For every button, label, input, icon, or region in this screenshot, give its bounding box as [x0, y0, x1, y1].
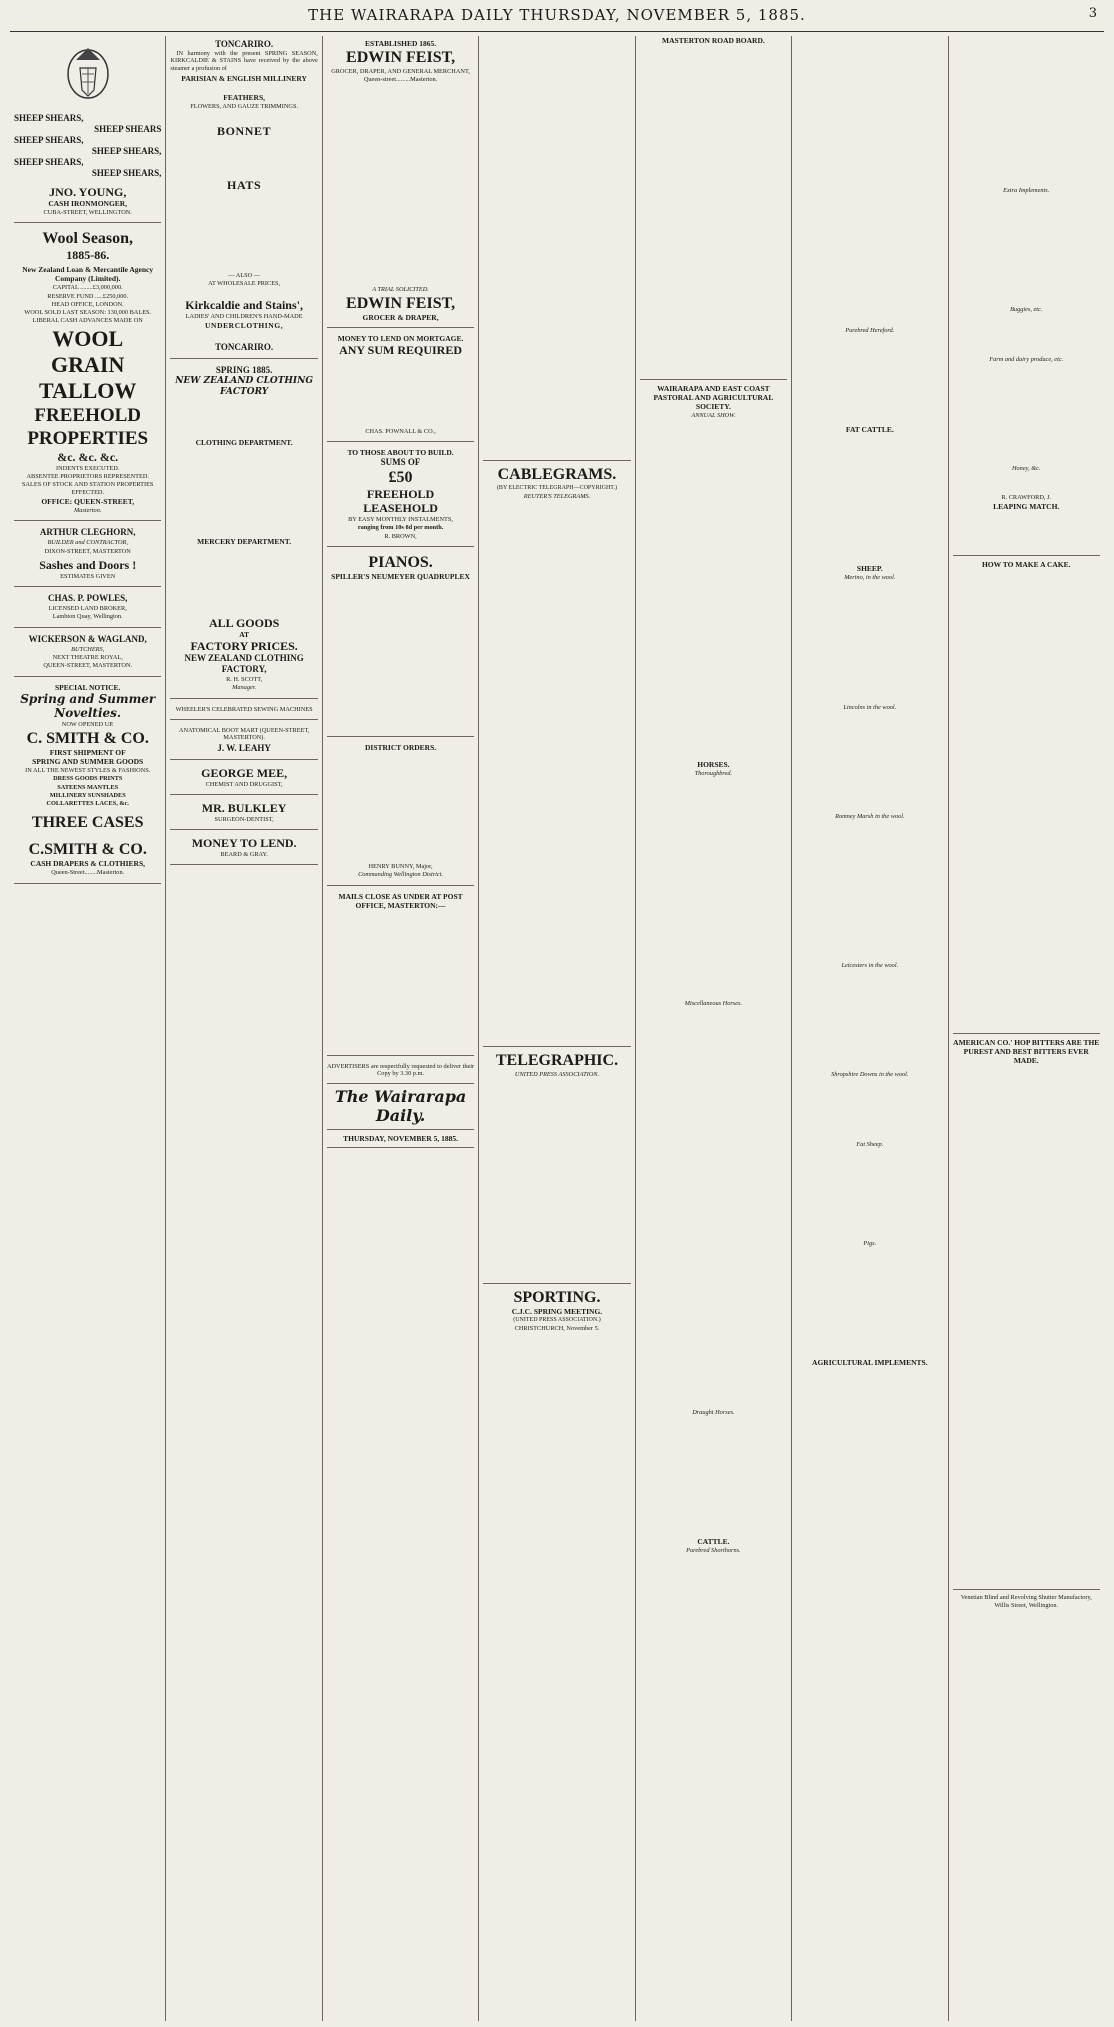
ccc-meeting: C.J.C. SPRING MEETING. [511, 1306, 603, 1316]
dress-goods: DRESS GOODS PRINTS [53, 775, 123, 783]
manager-line: Manager. [232, 684, 257, 692]
underclothing: UNDERCLOTHING, [205, 321, 284, 331]
fat-sheep-body [796, 1149, 943, 1239]
nz-clothing-factory-title: NEW ZEALAND CLOTHING FACTORY [175, 376, 314, 398]
factory-prices: FACTORY PRICES. [190, 639, 298, 654]
farm-produce: Farm and dairy produce, etc. [989, 355, 1064, 363]
honey: Honey, &c. [1011, 464, 1041, 472]
sheep-shears-ad [14, 110, 161, 223]
sheep-line-1: SHEEP SHEARS, [14, 113, 84, 123]
kirkcaldie-ad [170, 36, 317, 359]
clothing-department: CLOTHING DEPARTMENT. [195, 438, 293, 448]
wool-years: 1885-86. [66, 248, 110, 263]
sheep-line-5: SHEEP SHEARS, [14, 157, 84, 167]
leaping-body [953, 511, 1100, 551]
telegraphic-body [483, 1079, 630, 1279]
absentee: ABSENTEE PROPRIETORS REPRESENTED. [26, 473, 149, 481]
bonnet-heading: BONNET [216, 124, 272, 139]
collarettes: COLLARETTES LACES, &c. [46, 800, 129, 808]
cleghorn-address: DIXON-STREET, MASTERTON [44, 547, 131, 555]
cablegrams-sub: (BY ELECTRIC TELEGRAPH—COPYRIGHT.) [496, 485, 617, 491]
pownall-body [327, 357, 474, 427]
parisian-millinery: PARISIAN & ENGLISH MILLINERY [181, 73, 307, 83]
divider-7 [953, 555, 1100, 556]
brown-name: R. BROWN, [384, 532, 417, 540]
road-board-heading: MASTERTON ROAD BOARD. [662, 36, 765, 45]
united-press: UNITED PRESS ASSOCIATION. [514, 1070, 600, 1078]
society-heading-2: PASTORAL AND AGRICULTURAL SOCIETY. [653, 393, 774, 411]
show-report-body [640, 420, 787, 760]
kirkcaldie-intro: IN harmony with the present SPRING SEASON, KIRKCALDIE & STAINS have received by the above steamer a profusion of [170, 50, 318, 72]
horses-heading: HORSES. [697, 760, 730, 770]
surgeon-dentist: SURGEON-DENTIST, [214, 815, 274, 823]
trial-solicited: A TRIAL SOLICITED. [372, 285, 429, 293]
estimates: ESTIMATES GIVEN [60, 572, 116, 580]
toncariro-heading: TONCARIRO. [215, 39, 274, 49]
sateens: SATEENS MANTLES [57, 783, 119, 791]
mails-notice [327, 889, 474, 1056]
spillers: SPILLER'S NEUMEYER QUADRUPLEX [331, 572, 470, 582]
paper-title: The Wairarapa Daily. [334, 1087, 467, 1126]
district-orders [327, 740, 474, 886]
masthead-title: THE WAIRARAPA DAILY THURSDAY, NOVEMBER 5, 1885. [308, 6, 806, 24]
queen-street-line-2: Queen-Street........Masterton. [51, 869, 125, 877]
sheep-line-6: SHEEP SHEARS, [91, 168, 162, 178]
flowers: FLOWERS, AND GAUZE TRIMMINGS. [190, 102, 299, 110]
spring-1885: SPRING 1885. [215, 365, 273, 376]
divider-8 [953, 1033, 1100, 1034]
feist-ad [327, 36, 474, 328]
mee-trade: CHEMIST AND DRUGGIST, [205, 780, 283, 788]
nz-loan-name: New Zealand Loan & Mercantile Agency Company (Limited). [22, 265, 154, 284]
grocer-draper: GROCER & DRAPER, [362, 312, 439, 322]
misc-horses-body [640, 1008, 787, 1408]
feist-name: EDWIN FEIST, [346, 49, 456, 66]
building-society-ad [327, 445, 474, 547]
young-name: JNO. YOUNG, [49, 185, 127, 199]
feist-address: Queen-street.........Masterton. [363, 76, 438, 84]
divider-3 [483, 460, 630, 461]
mee-ad [170, 763, 317, 795]
wickerson-trade: BUTCHERS, [71, 645, 105, 653]
leaping-match: LEAPING MATCH. [993, 502, 1060, 512]
ladies-children: LADIES' AND CHILDREN'S HAND-MADE [185, 312, 303, 320]
divider-6 [640, 379, 787, 380]
editorial-header [327, 1087, 474, 1148]
commanding: Commanding Wellington District. [358, 871, 444, 879]
mails-body [327, 910, 474, 1050]
district-orders-heading: DISTRICT ORDERS. [364, 743, 437, 753]
sheep-line-3: SHEEP SHEARS, [14, 135, 84, 145]
now-opened: NOW OPENED UP. [61, 720, 114, 728]
beard-gray: BEARD & GRAY. [220, 851, 268, 859]
crawford: R. CRAWFORD, J. [1001, 494, 1052, 502]
produce-body [953, 364, 1100, 464]
christchurch-dateline: CHRISTCHURCH, November 5. [514, 1325, 600, 1333]
anatomical-boot: ANATOMICAL BOOT MART (QUEEN-STREET, MASTERTON). [178, 726, 310, 742]
money-ad [170, 833, 317, 865]
hereford-body [796, 335, 943, 425]
mee-name: GEORGE MEE, [201, 765, 288, 780]
wool-sold: WOOL SOLD LAST SEASON: 130,000 BALES. [24, 309, 152, 317]
powles-address: Lambton Quay, Wellington. [52, 613, 123, 621]
reserve-fund: RESERVE FUND .....£250,000. [47, 292, 129, 300]
fat-sheep: Fat Sheep. [856, 1140, 884, 1148]
money-lend-mortgage: MONEY TO LEND ON MORTGAGE. [337, 333, 464, 343]
miscellaneous-horses: Miscellaneous Horses. [684, 999, 743, 1007]
masthead [10, 6, 1104, 32]
honey-body [953, 473, 1100, 493]
shropshire-body [796, 1080, 943, 1140]
easy-installments: BY EASY MONTHLY INSTALMENTS, [348, 516, 453, 524]
romney: Romney Marsh in the wool. [835, 812, 905, 820]
merino: Merino, in the wool. [844, 574, 896, 582]
pigs: Pigs. [863, 1240, 877, 1248]
draught-horses: Draught Horses. [692, 1408, 735, 1416]
at-line: AT [239, 630, 250, 640]
district-orders-body [327, 752, 474, 862]
editorial-date: THURSDAY, NOVEMBER 5, 1885. [343, 1134, 458, 1144]
pigs-body [796, 1248, 943, 1358]
thoroughbred: Thoroughbred. [694, 770, 733, 778]
capital: CAPITAL ........£3,000,000. [52, 284, 123, 292]
wickerson-name: WICKERSON & WAGLAND, [28, 633, 147, 644]
hats-heading: HATS [227, 178, 262, 193]
divider-9 [953, 1589, 1100, 1590]
shropshire: Shropshire Downs in the wool. [831, 1071, 909, 1079]
venetian-blind: Venetian Blind and Revolving Shutter Manufactory, Willis Street, Wellington. [960, 1594, 1092, 1609]
wheeler-ad [170, 702, 317, 720]
sheep-line-4: SHEEP SHEARS, [91, 146, 162, 156]
leasehold: LEASEHOLD [363, 501, 438, 516]
bulkley-ad [170, 798, 317, 830]
hop-bitters-body [953, 1065, 1100, 1585]
indents: INDENTS EXECUTED. [56, 464, 120, 472]
column-6 [792, 36, 948, 2021]
fat-cattle-heading: FAT CATTLE. [845, 425, 894, 435]
powles-trade: LICENSED LAND BROKER, [48, 605, 127, 613]
column-1 [10, 36, 166, 2021]
extra-body [953, 195, 1100, 305]
mails-heading: MAILS CLOSE AS UNDER AT POST OFFICE, MASTERTON:— [338, 891, 463, 910]
feist-name-2: EDWIN FEIST, [346, 294, 456, 312]
annual-show: ANNUAL SHOW. [691, 412, 736, 419]
advances: LIBERAL CASH ADVANCES MADE ON [32, 317, 143, 325]
lincolns: Lincolns in the wool. [843, 703, 897, 711]
wool-word: WOOL [52, 325, 124, 351]
scott-name: R. H. SCOTT, [226, 676, 263, 684]
upa-line: (UNITED PRESS ASSOCIATION.) [513, 1316, 601, 1323]
wool-title: Wool Season, [42, 230, 134, 248]
three-cases: THREE CASES [31, 814, 144, 832]
road-board-body [640, 45, 787, 375]
spring-summer-title: Spring and Summer Novelties. [20, 691, 156, 720]
young-trade: CASH IRONMONGER, [48, 199, 128, 208]
cattle-heading: CATTLE. [697, 1537, 730, 1547]
cash-drapers: CASH DRAPERS & CLOTHIERS, [30, 859, 146, 869]
also-line: — ALSO — [228, 272, 261, 280]
column-3 [323, 36, 479, 2021]
freehold-word: FREEHOLD [34, 404, 142, 426]
any-sum: ANY SUM REQUIRED [339, 342, 462, 357]
sashes-doors: Sashes and Doors ! [39, 557, 137, 572]
boot-mart-ad [170, 723, 317, 760]
society-heading-1: WAIRARAPA AND EAST COAST [657, 384, 770, 393]
sheep-heading: SHEEP. [856, 564, 883, 574]
leicester-body [796, 970, 943, 1070]
mercery-department: MERCERY DEPARTMENT. [197, 537, 292, 547]
young-address: CUBA-STREET, WELLINGTON. [43, 209, 132, 216]
head-office: HEAD OFFICE, LONDON. [51, 300, 124, 308]
those-about-to-build: TO THOSE ABOUT TO BUILD. [347, 448, 454, 458]
feathers: FEATHERS, [223, 92, 265, 102]
american-hop-bitters: AMERICAN CO.' HOP BITTERS ARE THE PUREST AND BEST BITTERS EVER MADE. [953, 1038, 1100, 1066]
divider [327, 1129, 474, 1130]
divider-2 [327, 1147, 474, 1148]
bunny-name: HENRY BUNNY, Major, [368, 863, 433, 871]
millinery: MILLINERY SUNSHADES [49, 791, 126, 799]
cablegrams-body [483, 502, 630, 1042]
ranging-from: ranging from 10s 8d per month. [357, 524, 444, 532]
sporting-heading: SPORTING. [513, 1288, 601, 1306]
draught-body [640, 1417, 787, 1537]
cablegrams-heading: CABLEGRAMS. [497, 466, 617, 483]
column-7 [949, 36, 1104, 2021]
feist-trade: GROCER, DRAPER, AND GENERAL MERCHANT, [331, 68, 470, 75]
csmith-name-2: C.SMITH & CO. [28, 841, 147, 859]
grain-word: GRAIN [51, 351, 125, 377]
properties-word: PROPERTIES [27, 427, 149, 449]
pianos-ad [327, 550, 474, 737]
columns [10, 36, 1104, 2021]
buggies: Buggies, etc. [1010, 306, 1043, 314]
etc-line: &c. &c. &c. [57, 449, 119, 464]
column-5 [636, 36, 792, 2021]
newest-styles: IN ALL THE NEWEST STYLES & FASHIONS. [25, 766, 151, 774]
wool-season-ad [14, 226, 161, 521]
wickerson-ad [14, 631, 161, 677]
cleghorn-trade: BUILDER and CONTRACTOR, [47, 539, 128, 547]
sheep-line-2: SHEEP SHEARS [94, 124, 162, 134]
masterton-line: Masterton. [73, 506, 102, 514]
column-2 [166, 36, 322, 2021]
bulkley-name: MR. BULKLEY [201, 800, 287, 815]
reuters: REUTER'S TELEGRAMS. [523, 493, 591, 501]
powles-ad [14, 590, 161, 628]
royal-arms-icon [14, 40, 161, 104]
how-to-make-cake: HOW TO MAKE A CAKE. [981, 560, 1071, 570]
advertisers-line: ADVERTISERS are respectfully requested to deliver their Copy by 3.30 p.m. [326, 1062, 475, 1077]
tallow-word: TALLOW [39, 377, 137, 403]
wheeler-line: WHEELER'S CELEBRATED SEWING MACHINES [175, 705, 313, 713]
pownall-name: CHAS. POWNALL & CO., [365, 427, 436, 435]
cleghorn-ad [14, 524, 161, 587]
leicesters: Leicesters in the wool. [841, 962, 899, 970]
powles-name: CHAS. P. POWLES, [47, 593, 128, 604]
spring-goods: SPRING AND SUMMER GOODS [32, 756, 144, 766]
cake-story-body [953, 569, 1100, 1029]
fifty-pounds: £50 [388, 469, 413, 487]
divider-5 [483, 1283, 630, 1284]
local-news-body [483, 36, 630, 456]
csmith-name: C. SMITH & CO. [26, 729, 149, 747]
sums-of: SUMS OF [380, 457, 421, 468]
extra-implements: Extra Implements. [1003, 187, 1050, 194]
fat-cattle-body [796, 434, 943, 564]
office-queen-street: OFFICE: QUEEN-STREET, [41, 496, 135, 506]
wickerson-address: NEXT THEATRE ROYAL, [52, 654, 123, 662]
queen-street-line: QUEEN-STREET, MASTERTON. [43, 662, 133, 670]
csmith-ad [14, 680, 161, 884]
nz-clothing-factory-name: NEW ZEALAND CLOTHING FACTORY, [184, 653, 304, 675]
purebred-hereford: Purebred Hereford. [845, 327, 895, 334]
pianos-body [327, 581, 474, 731]
thoroughbred-body [640, 779, 787, 999]
column-4 [479, 36, 635, 2021]
leahy-name: J. W. LEAHY [217, 742, 271, 753]
pownall-ad [327, 331, 474, 442]
freehold: FREEHOLD [366, 487, 435, 502]
money-to-lend: MONEY TO LEND. [191, 836, 297, 851]
implements-results [953, 36, 1100, 186]
pianos-heading: PIANOS. [368, 554, 433, 572]
merino-body [796, 583, 943, 703]
feist-body [327, 85, 474, 285]
kirkcaldie-name: Kirkcaldie and Stains', [185, 297, 303, 312]
sales: SALES OF STOCK AND STATION PROPERTIES EFFECTED. [21, 481, 154, 496]
cattle-results [796, 36, 943, 326]
romney-body [796, 821, 943, 961]
page-number: 3 [1088, 6, 1098, 21]
buggies-body [953, 315, 1100, 355]
implements-heading: AGRICULTURAL IMPLEMENTS. [812, 1358, 928, 1368]
toncariro-heading-2: TONCARIRO. [215, 342, 274, 353]
all-goods: ALL GOODS [208, 616, 280, 631]
cleghorn-name: ARTHUR CLEGHORN, [39, 527, 136, 538]
established: ESTABLISHED 1865. [364, 39, 437, 48]
telegraphic-heading: TELEGRAPHIC. [495, 1051, 619, 1069]
nz-clothing-factory-ad [170, 362, 317, 699]
lincoln-body [796, 712, 943, 812]
wholesale-prices: AT WHOLESALE PRICES, [208, 280, 281, 288]
divider-4 [483, 1046, 630, 1047]
special-notice: SPECIAL NOTICE. [54, 682, 121, 692]
first-shipment: FIRST SHIPMENT OF [49, 747, 126, 757]
shorthorns: Purebred Shorthorns. [686, 1547, 741, 1555]
advertisers-notice [327, 1059, 474, 1085]
